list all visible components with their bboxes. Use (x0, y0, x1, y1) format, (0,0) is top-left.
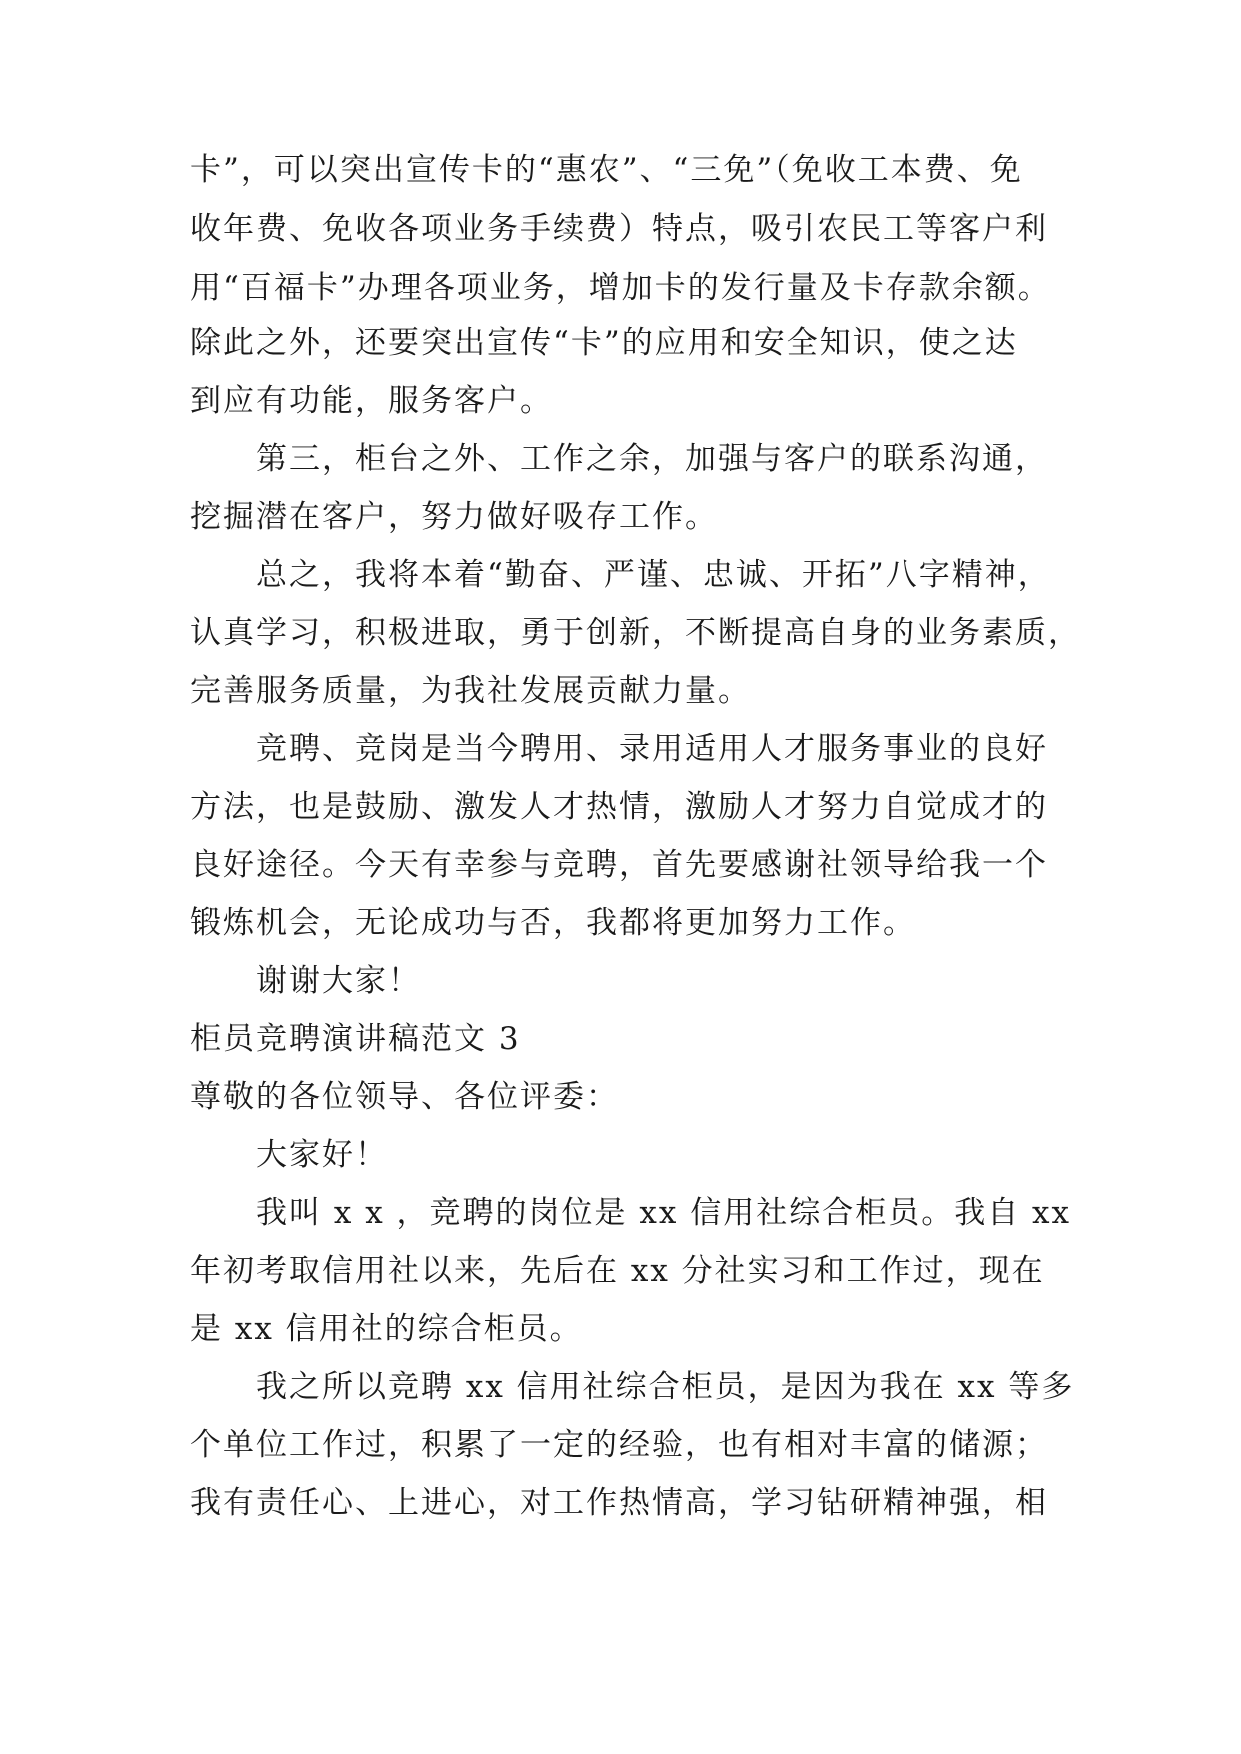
paragraph-line: 卡”，可以突出宣传卡的“惠农”、“三免”（免收工本费、免 (190, 152, 1023, 188)
paragraph-line: 完善服务质量，为我社发展贡献力量。 (190, 673, 751, 709)
paragraph-line: 是 xx 信用社的综合柜员。 (190, 1311, 583, 1347)
paragraph-line: 第三，柜台之外、工作之余，加强与客户的联系沟通， (256, 441, 1048, 477)
greeting: 大家好！ (256, 1137, 388, 1173)
paragraph-line: 年初考取信用社以来，先后在 xx 分社实习和工作过，现在 (190, 1253, 1045, 1289)
paragraph-line: 认真学习，积极进取，勇于创新，不断提高自身的业务素质， (190, 615, 1081, 651)
paragraph-line: 用“百福卡”办理各项业务，增加卡的发行量及卡存款余额。 (190, 270, 1051, 306)
salutation: 尊敬的各位领导、各位评委： (190, 1079, 619, 1115)
section-title: 柜员竞聘演讲稿范文 3 (190, 1021, 521, 1057)
paragraph-line: 良好途径。今天有幸参与竞聘，首先要感谢社领导给我一个 (190, 847, 1048, 883)
paragraph-line: 我之所以竞聘 xx 信用社综合柜员，是因为我在 xx 等多 (256, 1369, 1075, 1405)
closing-line: 谢谢大家！ (256, 963, 421, 999)
paragraph-line: 到应有功能，服务客户。 (190, 383, 553, 419)
paragraph-line: 收年费、免收各项业务手续费）特点，吸引农民工等客户利 (190, 211, 1048, 247)
paragraph-line: 个单位工作过，积累了一定的经验，也有相对丰富的储源； (190, 1427, 1048, 1463)
paragraph-line: 锻炼机会，无论成功与否，我都将更加努力工作。 (190, 905, 916, 941)
paragraph-line: 总之，我将本着“勤奋、严谨、忠诚、开拓”八字精神， (256, 557, 1051, 593)
paragraph-line: 我叫 x x ，竞聘的岗位是 xx 信用社综合柜员。我自 xx (256, 1195, 1072, 1231)
paragraph-line: 方法，也是鼓励、激发人才热情，激励人才努力自觉成才的 (190, 789, 1048, 825)
paragraph-line: 挖掘潜在客户，努力做好吸存工作。 (190, 499, 718, 535)
paragraph-line: 我有责任心、上进心，对工作热情高，学习钻研精神强，相 (190, 1485, 1048, 1521)
paragraph-line: 竞聘、竞岗是当今聘用、录用适用人才服务事业的良好 (256, 731, 1048, 767)
paragraph-line: 除此之外，还要突出宣传“卡”的应用和安全知识，使之达 (190, 325, 1018, 361)
